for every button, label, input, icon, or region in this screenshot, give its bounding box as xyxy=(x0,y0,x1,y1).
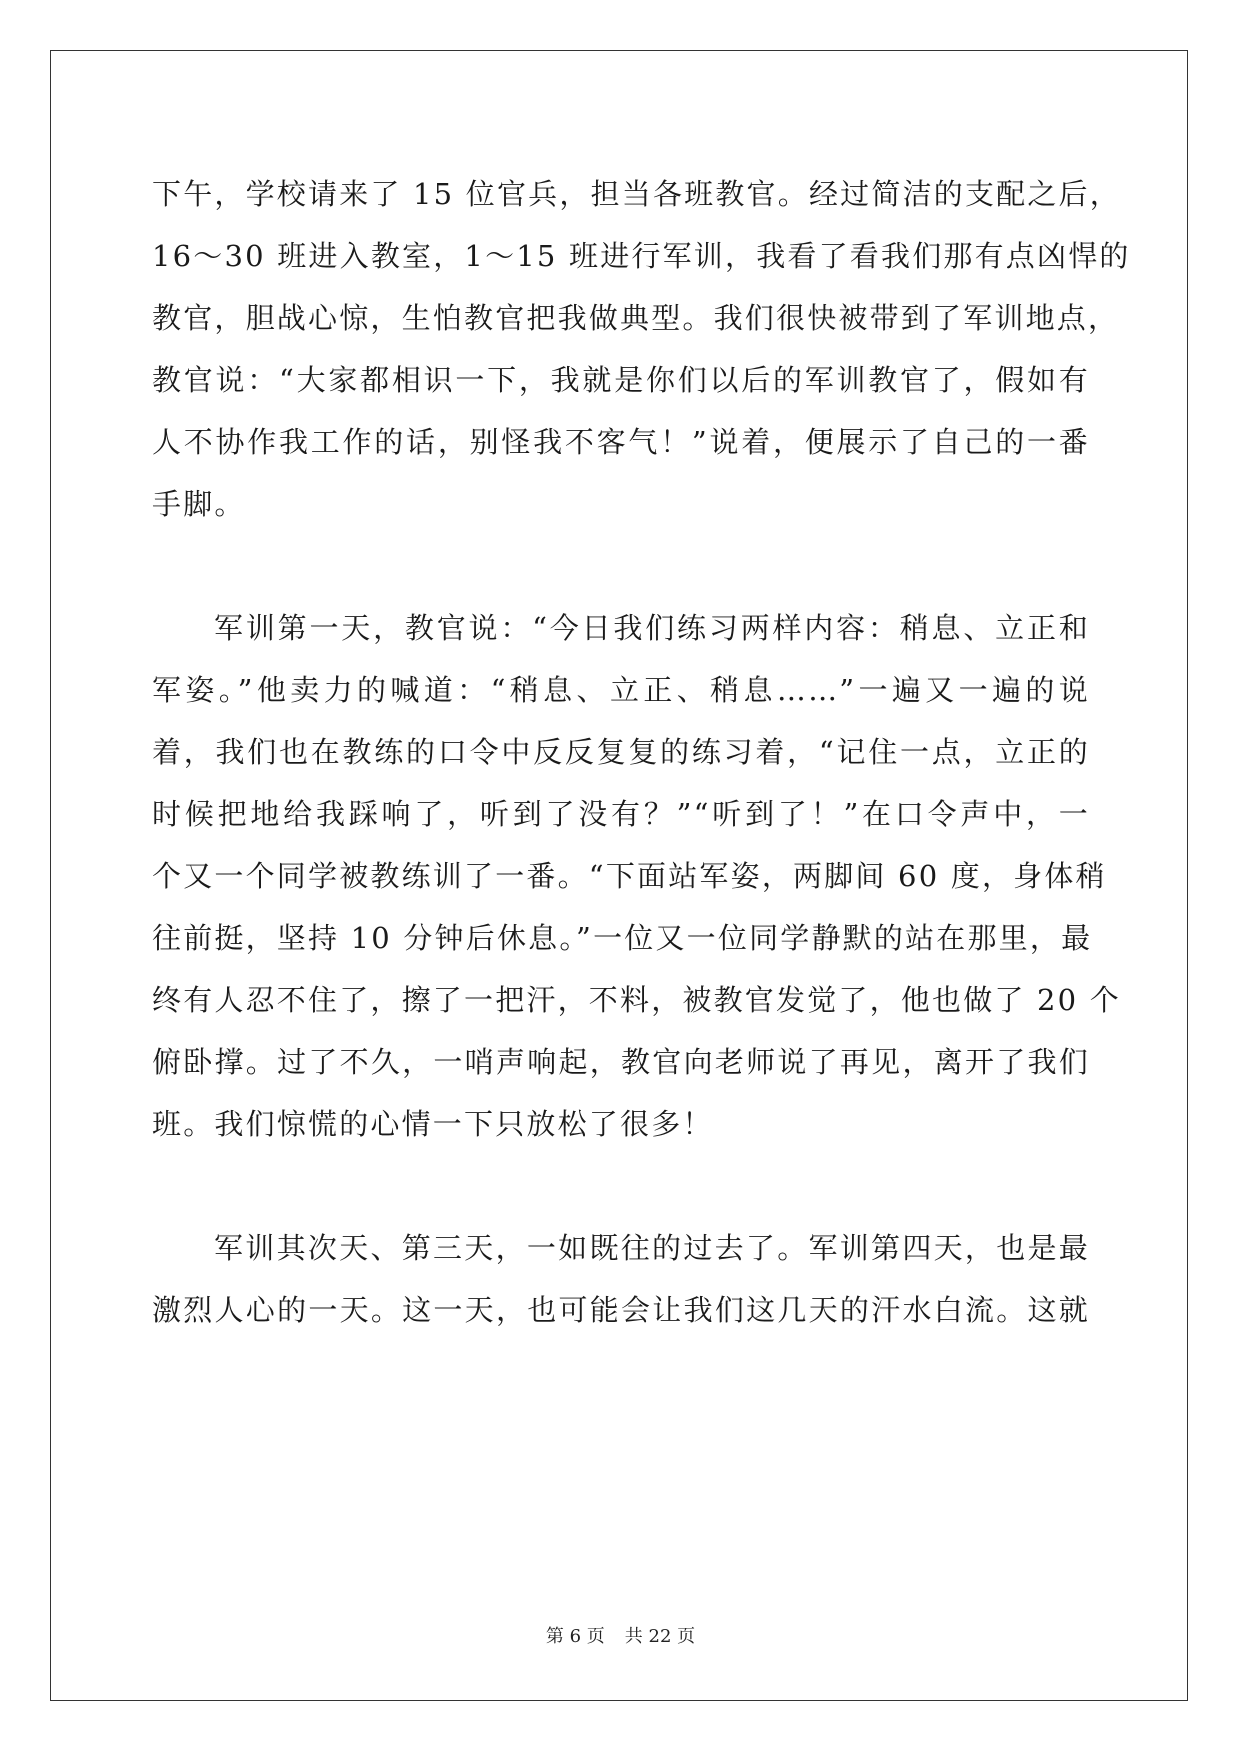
text-line: 往前挺，坚持 10 分钟后休息。”一位又一位同学静默的站在那里，最 xyxy=(152,921,1093,955)
text-line: 军姿。”他卖力的喊道：“稍息、立正、稍息……”一遍又一遍的说 xyxy=(152,673,1090,707)
paragraph-spacer xyxy=(152,535,1090,597)
text-line: 着，我们也在教练的口令中反反复复的练习着，“记住一点，立正的 xyxy=(152,735,1090,769)
text-line: 军训第一天，教官说：“今日我们练习两样内容：稍息、立正和 xyxy=(214,611,1090,645)
text-line: 手脚。 xyxy=(152,487,246,521)
text-line: 班。我们惊慌的心情一下只放松了很多！ xyxy=(152,1107,714,1141)
text-line: 个又一个同学被教练训了一番。“下面站军姿，两脚间 60 度，身体稍 xyxy=(152,859,1107,893)
page-footer xyxy=(0,1622,1241,1648)
text-line: 下午，学校请来了 15 位官兵，担当各班教官。经过简洁的支配之后， xyxy=(152,177,1121,211)
text-line: 教官，胆战心惊，生怕教官把我做典型。我们很快被带到了军训地点， xyxy=(152,301,1120,335)
document-body xyxy=(152,163,1131,1341)
paragraph xyxy=(152,597,1121,1155)
text-line: 终有人忍不住了，擦了一把汗，不料，被教官发觉了，他也做了 20 个 xyxy=(152,983,1121,1017)
text-line: 教官说：“大家都相识一下，我就是你们以后的军训教官了，假如有 xyxy=(152,363,1090,397)
text-line: 激烈人心的一天。这一天，也可能会让我们这几天的汗水白流。这就 xyxy=(152,1293,1090,1327)
page-total: 共 22 页 xyxy=(624,1626,696,1647)
text-line: 时候把地给我踩响了，听到了没有？”“听到了！”在口令声中，一 xyxy=(152,797,1090,831)
paragraph xyxy=(152,1217,1090,1341)
text-line: 人不协作我工作的话，别怪我不客气！”说着，便展示了自己的一番 xyxy=(152,425,1090,459)
text-line: 16～30 班进入教室，1～15 班进行军训，我看了看我们那有点凶悍的 xyxy=(152,239,1131,273)
text-line: 俯卧撑。过了不久，一哨声响起，教官向老师说了再见，离开了我们 xyxy=(152,1045,1090,1079)
page-number: 第 6 页 xyxy=(545,1626,605,1647)
paragraph xyxy=(152,163,1131,535)
paragraph-spacer xyxy=(152,1155,1090,1217)
text-line: 军训其次天、第三天，一如既往的过去了。军训第四天，也是最 xyxy=(214,1231,1090,1265)
